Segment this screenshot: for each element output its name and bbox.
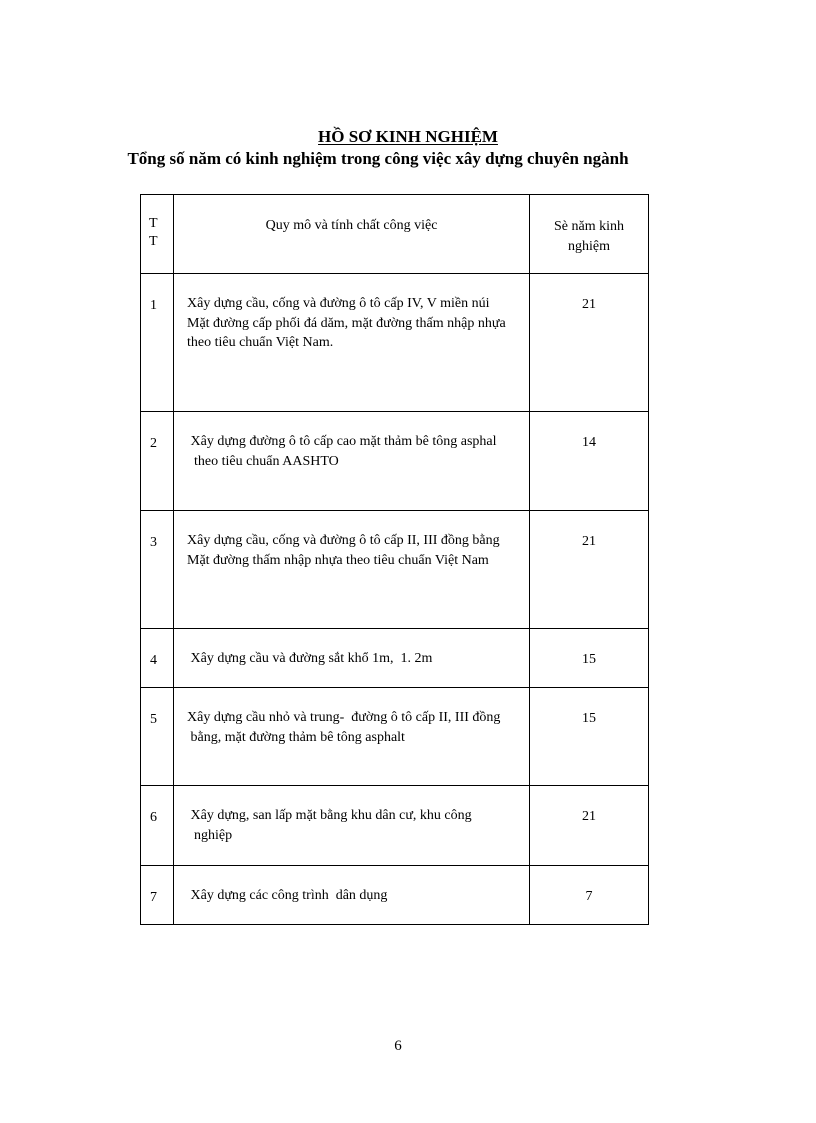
row-description: [174, 866, 530, 925]
description-line: theo tiêu chuẩn AASHTO: [180, 453, 339, 469]
description-line: Xây dựng cầu, cống và đường ô tô cấp II, III đồng bằng: [180, 533, 500, 548]
description-line: Mặt đường cấp phối đá dăm, mặt đường thấm nhập nhựa: [180, 315, 506, 331]
table-row: [141, 866, 649, 925]
table-row: [141, 688, 649, 786]
row-stt: 5: [141, 688, 174, 786]
row-description: [174, 786, 530, 866]
row-years: 14: [530, 412, 649, 511]
document-title: HỒ SƠ KINH NGHIỆM: [318, 127, 498, 146]
description-line: Xây dựng cầu, cống và đường ô tô cấp IV, V miền núi: [180, 296, 490, 311]
table-row: [141, 629, 649, 688]
row-years: 7: [530, 866, 649, 925]
description-line: Xây dựng cầu và đường sắt khổ 1m, 1. 2m: [180, 651, 433, 666]
header-stt-label: T T: [149, 216, 158, 249]
document-subtitle: Tổng số năm có kinh nghiệm trong công việc xây dựng chuyên ngành: [127, 149, 629, 168]
description-line: Xây dựng đường ô tô cấp cao mặt thảm bê tông asphal: [180, 434, 497, 449]
description-line: Xây dựng các công trình dân dụng: [180, 888, 388, 903]
table-header-row: [141, 195, 649, 274]
row-stt: 6: [141, 786, 174, 866]
description-line: nghiệp: [180, 827, 233, 843]
row-stt: 2: [141, 412, 174, 511]
row-years: 21: [530, 786, 649, 866]
row-stt: 1: [141, 274, 174, 412]
row-description: [174, 511, 530, 629]
row-stt: 7: [141, 866, 174, 925]
row-description: [174, 274, 530, 412]
row-years: 15: [530, 688, 649, 786]
row-years: 21: [530, 274, 649, 412]
row-years: 21: [530, 511, 649, 629]
header-years: Sè năm kinh nghiệm: [530, 195, 649, 274]
table-row: [141, 412, 649, 511]
header-description: Quy mô và tính chất công việc: [174, 195, 530, 274]
description-line: Xây dựng, san lấp mặt bằng khu dân cư, khu công: [180, 808, 472, 823]
row-description: [174, 412, 530, 511]
row-stt: 3: [141, 511, 174, 629]
row-years: 15: [530, 629, 649, 688]
description-line: Mặt đường thấm nhập nhựa theo tiêu chuẩn Việt Nam: [180, 552, 489, 568]
row-stt: 4: [141, 629, 174, 688]
description-line: theo tiêu chuẩn Việt Nam.: [180, 335, 334, 350]
page-number: 6: [394, 1038, 402, 1054]
table-row: [141, 274, 649, 412]
header-stt: [141, 195, 174, 274]
experience-table: [140, 194, 649, 925]
row-description: [174, 688, 530, 786]
description-line: bằng, mặt đường thảm bê tông asphalt: [180, 729, 405, 745]
description-line: Xây dựng cầu nhỏ và trung- đường ô tô cấp II, III đồng: [180, 710, 501, 725]
table-row: [141, 511, 649, 629]
row-description: [174, 629, 530, 688]
table-row: [141, 786, 649, 866]
